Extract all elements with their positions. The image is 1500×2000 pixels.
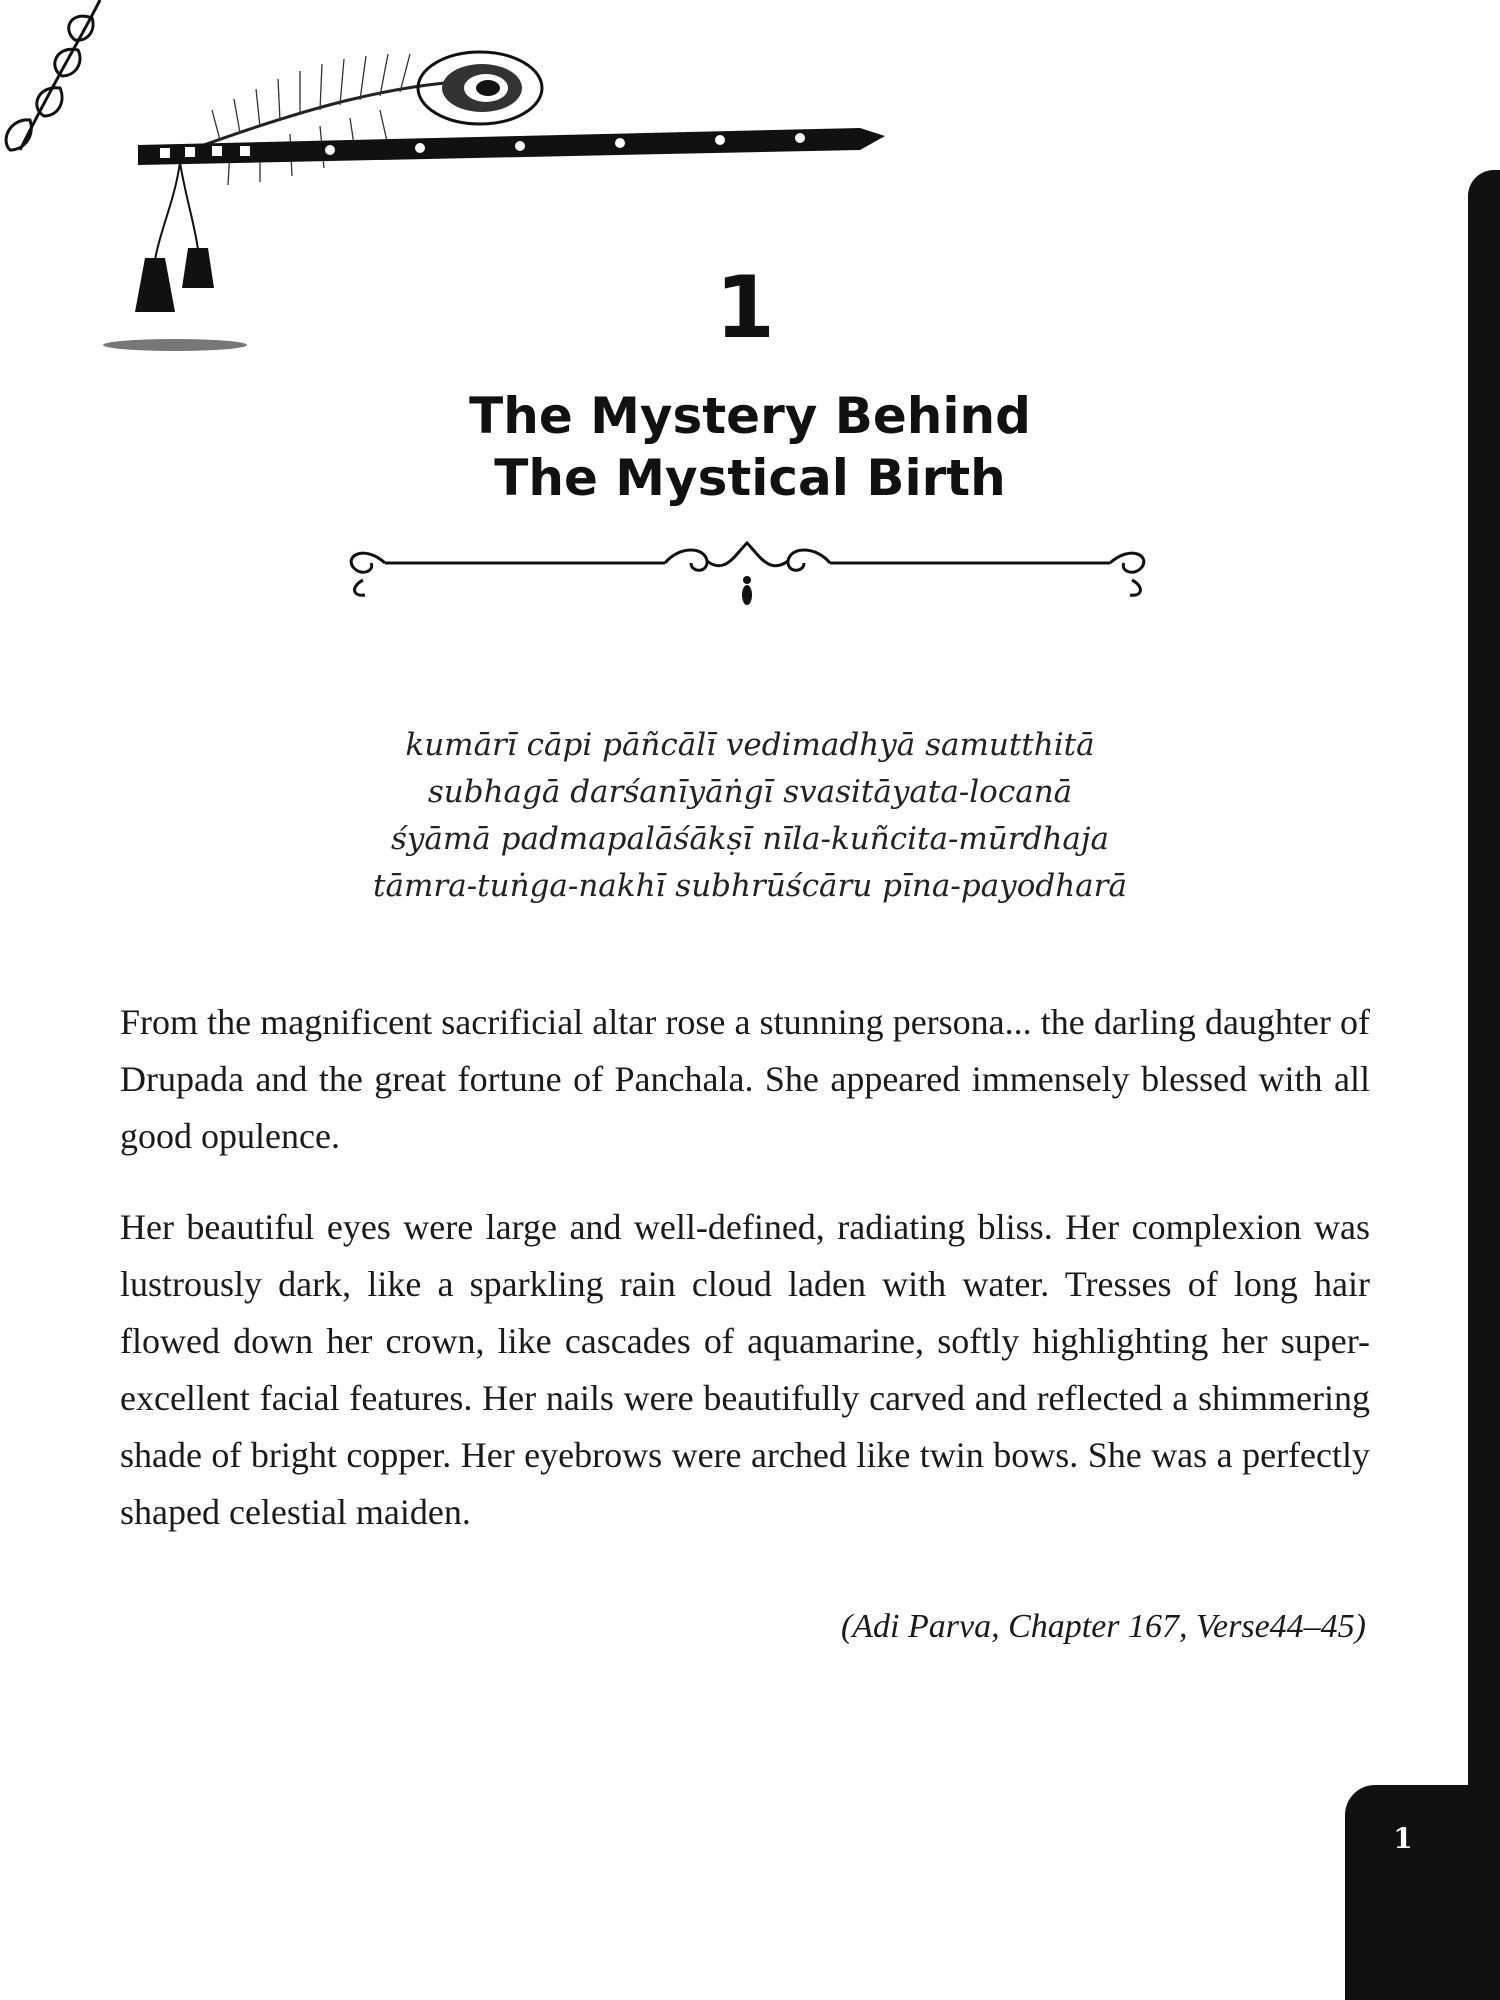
- verse-line: tāmra-tuṅga-nakhī subhrūścāru pīna-payodharā: [373, 868, 1127, 904]
- chapter-title-line: The Mystery Behind: [469, 387, 1031, 445]
- chapter-title: [300, 385, 1200, 509]
- chapter-title-line: The Mystical Birth: [494, 449, 1006, 507]
- body-paragraph: From the magnificent sacrificial altar rose a stunning persona... the darling daughter of Drupada and the great fortune of Panchala. She appeared immensely blessed with all good opulence.: [120, 1002, 1370, 1156]
- page-number: 1: [1393, 1822, 1413, 1855]
- body-paragraph: Her beautiful eyes were large and well-defined, radiating bliss. Her complexion was lustrously dark, like a sparkling rain cloud laden with water. Tresses of long hair flowed down her crown, like cascades of aquamarine, softly highlighting her super-excellent facial features. Her nails were beautifully carved and reflected a shimmering shade of bright copper. Her eyebrows were arched like twin bows. She was a perfectly shaped celestial maiden.: [120, 1207, 1370, 1532]
- ornamental-divider-icon: [335, 535, 1160, 625]
- page-edge-bar: [1468, 170, 1500, 2000]
- page-number-tab: [1345, 1785, 1500, 2000]
- chapter-number: 1: [715, 258, 775, 358]
- verse-citation: (Adi Parva, Chapter 167, Verse44–45): [840, 1608, 1366, 1645]
- verse-line: śyāmā padmapalāśākṣī nīla-kuñcita-mūrdhaja: [391, 821, 1109, 857]
- verse-line: kumārī cāpi pāñcālī vedimadhyā samutthitā: [405, 727, 1095, 763]
- verse-line: subhagā darśanīyāṅgī svasitāyata-locanā: [427, 774, 1073, 810]
- sanskrit-verse: [250, 722, 1250, 910]
